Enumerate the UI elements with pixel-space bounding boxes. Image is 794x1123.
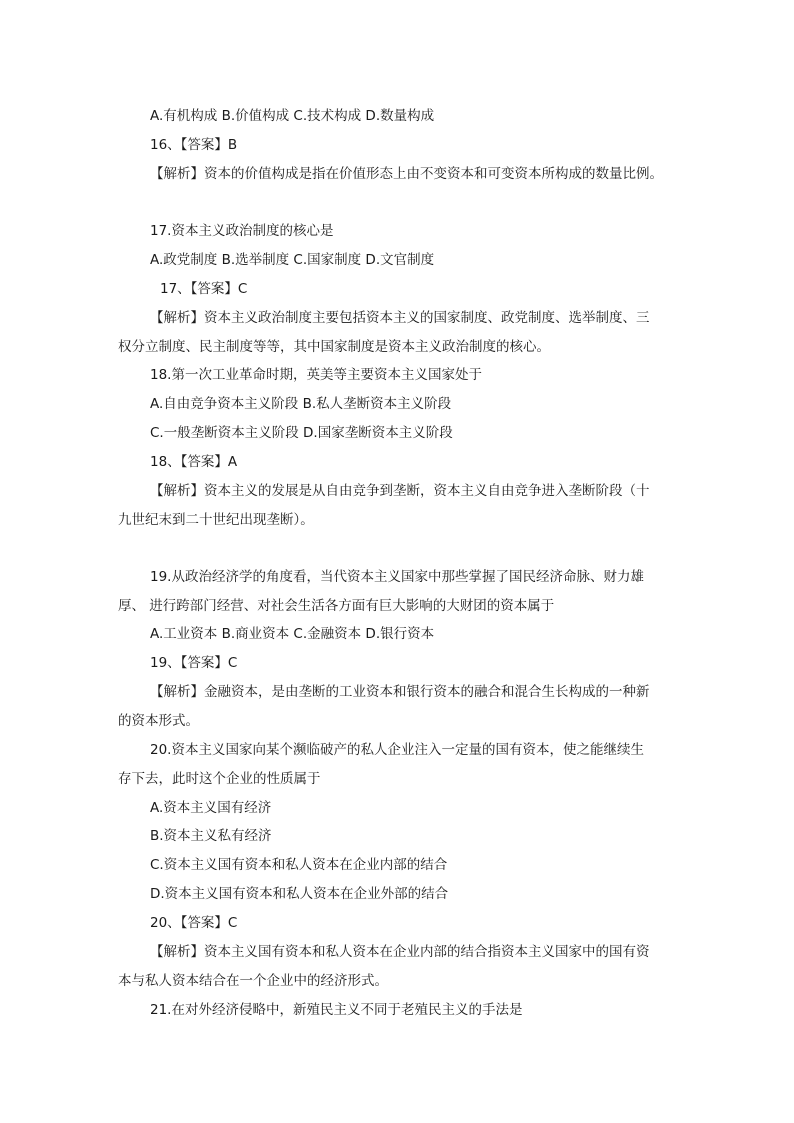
q20-question-line2: 存下去，此时这个企业的性质属于 (118, 771, 321, 787)
q16-options: A.有机构成 B.价值构成 C.技术构成 D.数量构成 (150, 108, 435, 124)
q19-options: A.工业资本 B.商业资本 C.金融资本 D.银行资本 (150, 626, 435, 642)
q19-explanation-line2: 的资本形式。 (118, 713, 199, 729)
q18-explanation-line2: 九世纪末到二十世纪出现垄断）。 (118, 512, 314, 528)
q17-explanation-line1: 【解析】资本主义政治制度主要包括资本主义的国家制度、政党制度、选举制度、三 (150, 310, 650, 326)
q19-question-line2: 厚、 进行跨部门经营、对社会生活各方面有巨大影响的大财团的资本属于 (118, 598, 555, 614)
q18-option-ab: A.自由竞争资本主义阶段 B.私人垄断资本主义阶段 (150, 396, 452, 412)
q16-answer: 16、【答案】B (150, 137, 238, 153)
q19-answer: 19、【答案】C (150, 655, 238, 671)
q19-explanation-line1: 【解析】金融资本，是由垄断的工业资本和银行资本的融合和混合生长构成的一种新 (150, 684, 650, 700)
q16-explanation: 【解析】资本的价值构成是指在价值形态上由不变资本和可变资本所构成的数量比例。 (150, 166, 663, 182)
q20-option-d: D.资本主义国有资本和私人资本在企业外部的结合 (150, 886, 449, 902)
q18-option-cd: C.一般垄断资本主义阶段 D.国家垄断资本主义阶段 (150, 425, 453, 441)
q20-option-a: A.资本主义国有经济 (150, 800, 272, 816)
q21-question: 21.在对外经济侵略中，新殖民主义不同于老殖民主义的手法是 (150, 1002, 523, 1018)
q20-option-b: B.资本主义私有经济 (150, 828, 272, 844)
q20-question-line1: 20.资本主义国家向某个濒临破产的私人企业注入一定量的国有资本，使之能继续生 (150, 742, 644, 758)
q18-explanation-line1: 【解析】资本主义的发展是从自由竞争到垄断，资本主义自由竞争进入垄断阶段（十 (150, 483, 650, 499)
q19-question-line1: 19.从政治经济学的角度看，当代资本主义国家中那些掌握了国民经济命脉、财力雄 (150, 569, 644, 585)
q17-answer: 17、【答案】C (160, 281, 248, 297)
q18-question: 18.第一次工业革命时期，英美等主要资本主义国家处于 (150, 367, 482, 383)
q17-explanation-line2: 权分立制度、民主制度等等，其中国家制度是资本主义政治制度的核心。 (118, 339, 550, 355)
q17-options: A.政党制度 B.选举制度 C.国家制度 D.文官制度 (150, 252, 435, 268)
q18-answer: 18、【答案】A (150, 454, 238, 470)
q20-explanation-line2: 本与私人资本结合在一个企业中的经济形式。 (118, 973, 388, 989)
q20-answer: 20、【答案】C (150, 915, 238, 931)
q20-option-c: C.资本主义国有资本和私人资本在企业内部的结合 (150, 857, 448, 873)
q20-explanation-line1: 【解析】资本主义国有资本和私人资本在企业内部的结合指资本主义国家中的国有资 (150, 944, 650, 960)
q17-question: 17.资本主义政治制度的核心是 (150, 223, 334, 239)
